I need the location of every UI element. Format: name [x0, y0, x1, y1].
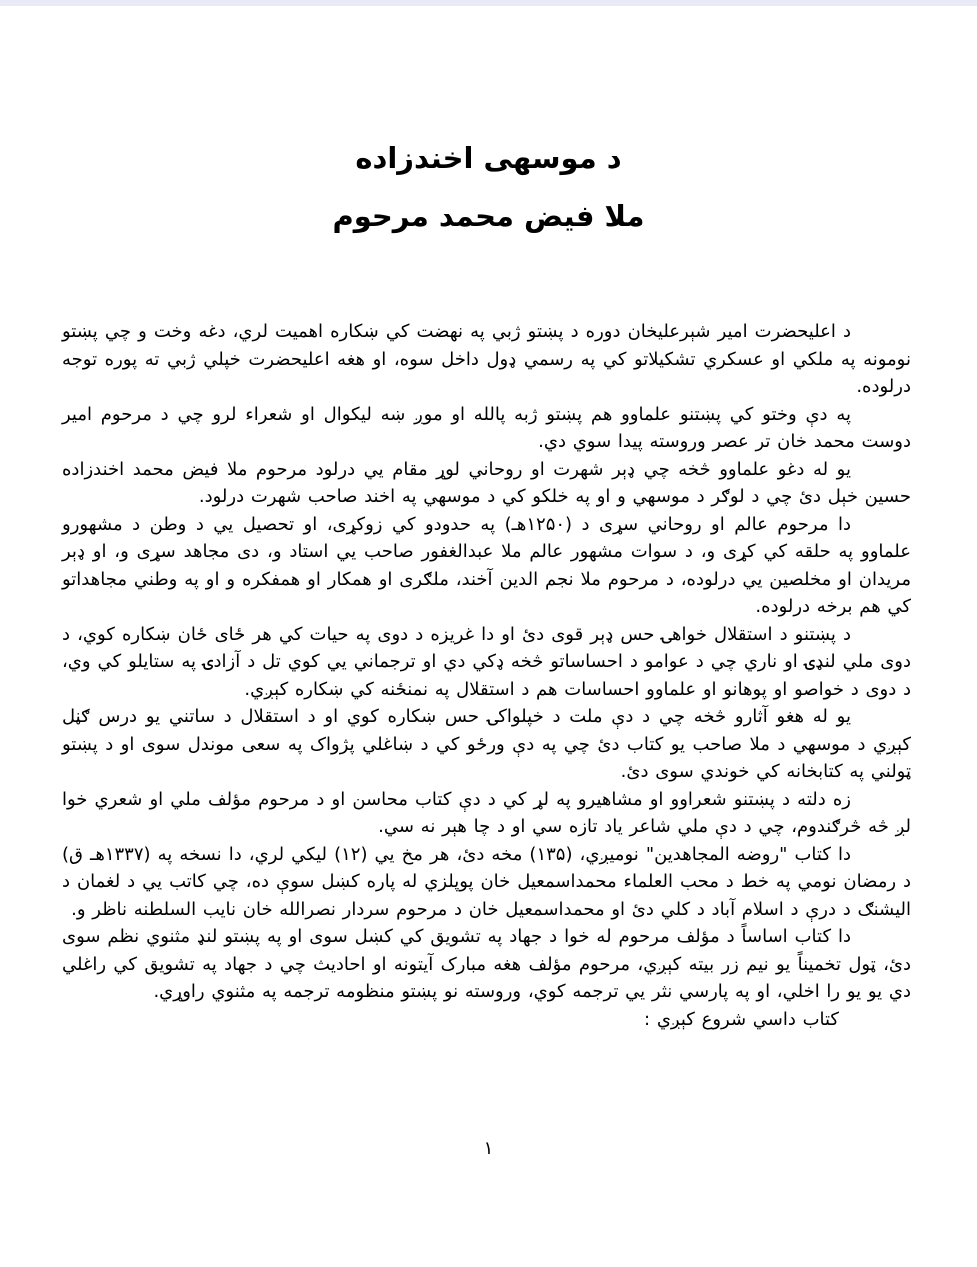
paragraph-6: یو له هغو آثارو څخه چي د دې ملت د خپلواکۍ حس ښکاره کوي او د استقلال د ساتني یو درس ګڼل کېږي د موسهي د ملا صاحب یو کتاب دئ چي په دې ورځو کي د ښاغلي پژواک په سعی موندل سوی او د پښتو ټولني په کتابخانه کي خوندي سوی دئ. [62, 706, 911, 782]
paragraph-1: د اعلیحضرت امیر شېرعلیخان دوره د پښتو ژبي په نهضت کي ښکاره اهمیت لري، دغه وخت و چي پښتو نومونه په ملکي او عسکري تشکیلاتو کي په رسمي ډول داخل سوه، او هغه اعلیحضرت خپلي ژبي ته پوره توجه درلوده. [62, 321, 911, 397]
paragraph-3: یو له دغو علماوو څخه چي ډېر شهرت او روحاني لوړ مقام یي درلود مرحوم ملا فیض محمد اخندزاده حسین خېل دئ چي د لوګر د موسهي و او په خلکو کي د موسهي په اخند صاحب شهرت درلود. [62, 458, 911, 507]
paragraph-7: زه دلته د پښتنو شعراوو او مشاهیرو په لړ کي د دې کتاب محاسن او د مرحوم مؤلف ملي او شعري خوا لږ څه څرګندوم، چي د دې ملي شاعر یاد تازه سي او د چا هېر نه سي. [62, 788, 911, 837]
document-title-block [0, 138, 977, 254]
paragraph-5: د پښتنو د استقلال خواهۍ حس ډېر قوی دئ او دا غریزه د دوی په حیات کي هر ځای ځان ښکاره کوي، د دوی ملي لنډۍ او ناري چي د عوامو د احساساتو څخه ډکي دي او ترجماني یي کوي تل د آزادۍ په ستایلو کي وي، د دوی د خواصو او پوهانو او علماوو احساسات هم د استقلال په نمنځنه کي ښکاره کېږي. [62, 623, 911, 700]
paragraph-8: دا کتاب "روضه المجاهدین" نومیږي، (۱۳۵) مخه دئ، هر مخ یي (۱۲) لیکي لري، دا نسخه په (۱۳۳۷هـ ق) د رمضان نومي په خط د محب العلماء محمداسمعیل خان پوپلزي له پاره کښل سوې ده، چي کاتب یي د لغمان د الیشنګ د درې د اسلام آباد د کلي دئ او محمداسمعیل خان د مرحوم سردار نصرالله خان نایب السلطنه ناظر و. [62, 843, 911, 920]
title-line-2: ملا فیض محمد مرحوم [332, 199, 645, 233]
paragraph-4: دا مرحوم عالم او روحاني سړی د (۱۲۵۰هـ) په حدودو کي زوکړی، او تحصیل یي د وطن د مشهورو علماوو په حلقه کي کړی و، د سوات مشهور عالم ملا عبدالغفور صاحب یي استاد و، دی مجاهد سړی و، او ډېر مریدان او مخلصین یي درلوده، د مرحوم ملا نجم الدین آخند، ملګری او همکار او همفکره و او په وطني مجاهداتو کي هم برخه درلوده. [62, 513, 911, 617]
document-body [62, 318, 911, 1033]
title-line-1: د موسهی اخندزاده [355, 141, 622, 175]
page-number: ۱ [483, 1138, 494, 1159]
paragraph-2: په دې وختو کي پښتنو علماوو هم پښتو ژبه پالله او موږ ښه لیکوال او شعراء لرو چي د مرحوم امیر دوست محمد خان تر عصر وروسته پیدا سوي دي. [62, 403, 911, 452]
window-top-strip [0, 0, 977, 6]
paragraph-9: دا کتاب اساساً د مؤلف مرحوم له خوا د جهاد په تشویق کي کښل سوی او په پښتو لنډ مثنوي نظم سوی دئ، ټول تخمیناً یو نیم زر بیته کېږي، مرحوم مؤلف هغه مبارک آیتونه او احادیث چي د جهاد په تشویق کي راغلي دي یو یو را اخلي، او په پارسي نثر یي ترجمه کوي، وروسته نو پښتو منظومه ترجمه په مثنوي راوړي. [62, 926, 911, 1002]
closing-line: کتاب داسي شروع کېږي : [644, 1008, 839, 1030]
